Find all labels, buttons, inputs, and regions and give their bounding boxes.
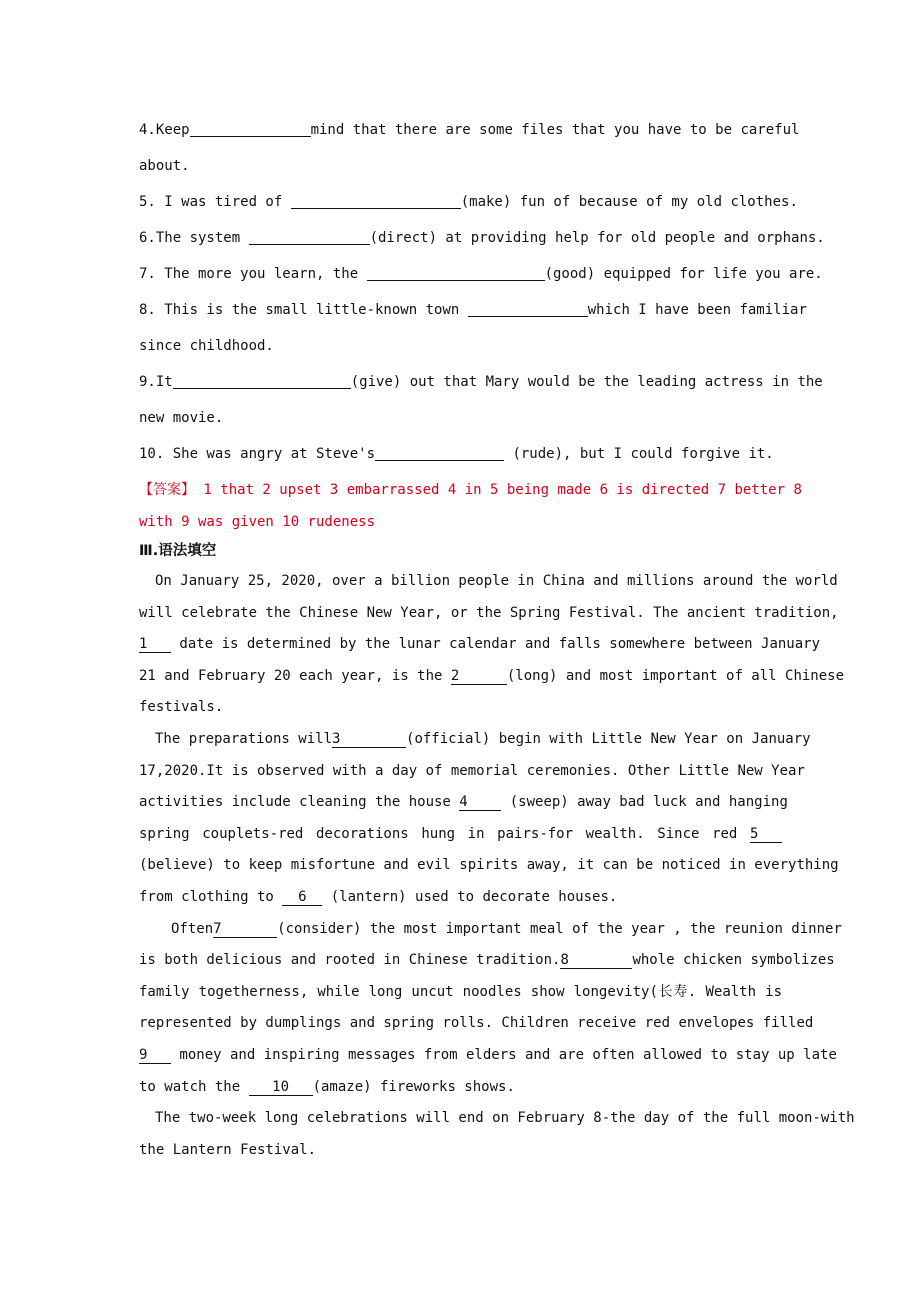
passage-line: 9 money and inspiring messages from elders and are often allowed to stay up late xyxy=(139,1046,837,1063)
exercise-line: since childhood. xyxy=(139,338,274,354)
answer-blank[interactable] xyxy=(375,444,504,461)
passage-line: Often7 (consider) the most important meal of the year , the reunion dinner xyxy=(171,920,842,937)
cloze-passage xyxy=(139,566,855,1166)
answer-key xyxy=(139,472,802,536)
passage-line: 1 date is determined by the lunar calendar and falls somewhere between January xyxy=(139,636,821,653)
passage-line: festivals. xyxy=(139,699,224,716)
passage-line: to watch the 10 (amaze) fireworks shows. xyxy=(139,1078,515,1095)
passage-line: family togetherness, while long uncut noodles show longevity(长寿. Wealth is xyxy=(139,983,782,1000)
exercise-line: 5. I was tired of (make) fun of because of my old clothes. xyxy=(139,194,798,210)
passage-line: The two-week long celebrations will end on February 8-the day of the full moon-with xyxy=(155,1110,855,1127)
document-page xyxy=(139,112,855,1166)
exercise-line: new movie. xyxy=(139,410,224,426)
exercise-line: 10. She was angry at Steve's (rude), but I could forgive it. xyxy=(139,446,774,462)
answer-blank[interactable] xyxy=(249,228,370,245)
exercise-line: about. xyxy=(139,158,190,174)
cloze-blank-2[interactable]: 2 xyxy=(451,668,507,685)
cloze-blank-5[interactable]: 5 xyxy=(750,826,782,843)
answer-blank[interactable] xyxy=(190,120,311,137)
cloze-blank-6[interactable]: 6 xyxy=(282,889,322,906)
sentence-exercises xyxy=(139,112,825,472)
passage-line: will celebrate the Chinese New Year, or the Spring Festival. The ancient tradition, xyxy=(139,604,839,621)
exercise-line: 6.The system (direct) at providing help for old people and orphans. xyxy=(139,230,825,246)
passage-line: 21 and February 20 each year, is the 2 (long) and most important of all Chinese xyxy=(139,667,845,684)
passage-line: the Lantern Festival. xyxy=(139,1141,317,1158)
answer-blank[interactable] xyxy=(173,372,351,389)
passage-line: activities include cleaning the house 4 (sweep) away bad luck and hanging xyxy=(139,794,788,811)
passage-line: On January 25, 2020, over a billion people in China and millions around the world xyxy=(155,573,838,589)
cloze-blank-8[interactable]: 8 xyxy=(560,952,632,969)
exercise-line: 7. The more you learn, the (good) equipped for life you are. xyxy=(139,266,823,282)
cloze-blank-1[interactable]: 1 xyxy=(139,636,171,653)
exercise-line: 4.Keep mind that there are some files that you have to be careful xyxy=(139,122,800,138)
cloze-blank-3[interactable]: 3 xyxy=(332,731,406,748)
passage-line: 17,2020.It is observed with a day of memorial ceremonies. Other Little New Year xyxy=(139,762,805,779)
passage-line: from clothing to 6 (lantern) used to decorate houses. xyxy=(139,888,618,905)
passage-line: The preparations will3 (official) begin with Little New Year on January xyxy=(155,730,811,747)
passage-line: spring couplets-red decorations hung in pairs-for wealth. Since red 5 xyxy=(139,819,782,851)
passage-line: represented by dumplings and spring rolls. Children receive red envelopes filled xyxy=(139,1015,814,1032)
answer-line: with 9 was given 10 rudeness xyxy=(139,514,376,530)
cloze-blank-7[interactable]: 7 xyxy=(213,921,277,938)
answer-line: 【答案】 1 that 2 upset 3 embarrassed 4 in 5 being made 6 is directed 7 better 8 xyxy=(139,482,802,498)
cloze-blank-4[interactable]: 4 xyxy=(459,794,501,811)
answer-blank[interactable] xyxy=(468,300,588,317)
answer-blank[interactable] xyxy=(291,192,461,209)
answer-blank[interactable] xyxy=(367,264,545,281)
answer-tag: 【答案】 xyxy=(139,482,195,498)
passage-line: (believe) to keep misfortune and evil spirits away, it can be noticed in everything xyxy=(139,857,839,874)
exercise-line: 8. This is the small little-known town which I have been familiar xyxy=(139,302,807,318)
section-title: Ⅲ.语法填空 xyxy=(139,543,217,559)
passage-line: is both delicious and rooted in Chinese tradition.8 whole chicken symbolizes xyxy=(139,952,835,969)
exercise-line: 9.It (give) out that Mary would be the leading actress in the xyxy=(139,374,823,390)
cloze-blank-9[interactable]: 9 xyxy=(139,1047,171,1064)
cloze-blank-10[interactable]: 10 xyxy=(249,1079,313,1096)
